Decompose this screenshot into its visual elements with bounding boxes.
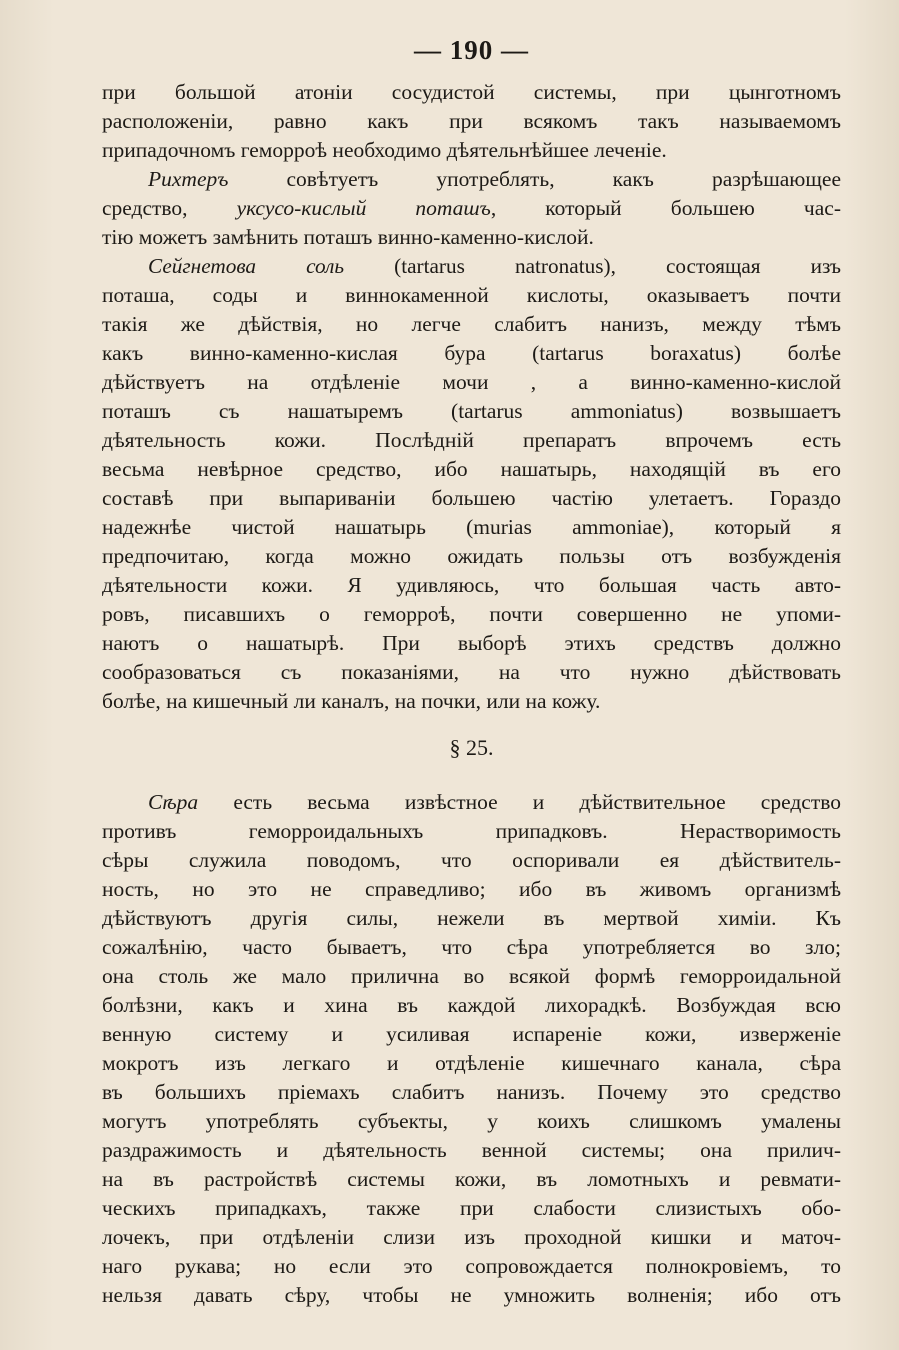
text-line: такія же дѣйствія, но легче слабитъ нанизъ, между тѣмъ	[102, 312, 841, 336]
text-line: сѣры служила поводомъ, что оспоривали ея дѣйствитель-	[102, 848, 841, 872]
paragraph-1	[102, 78, 841, 165]
text-line: припадочномъ геморроѣ необходимо дѣятельнѣйшее леченіе.	[102, 138, 667, 162]
text-line: предпочитаю, когда можно ожидать пользы отъ возбужденія	[102, 544, 841, 568]
text-line: въ большихъ пріемахъ слабитъ нанизъ. Почему это средство	[102, 1080, 841, 1104]
text-line: ческихъ припадкахъ, также при слабости слизистыхъ обо-	[102, 1196, 841, 1220]
term-italic: Сѣра	[148, 790, 199, 814]
text-line: расположеніи, равно какъ при всякомъ такъ называемомъ	[102, 109, 841, 133]
text-line: болѣзни, какъ и хина въ каждой лихорадкѣ. Возбуждая всю	[102, 993, 841, 1017]
text-line: дѣйствуютъ другія силы, нежели въ мертвой химіи. Къ	[102, 906, 841, 930]
text-line: болѣе, на кишечный ли каналъ, на почки, или на кожу.	[102, 689, 601, 713]
text-line: средство, уксусо-кислый поташъ, который большею час-	[102, 196, 841, 220]
text-line: составѣ при выпариваніи большею частію улетаетъ. Гораздо	[102, 486, 841, 510]
paragraph-2	[102, 165, 841, 252]
text-line: Сейгнетова соль (tartarus natronatus), состоящая изъ	[148, 254, 841, 278]
text-line: дѣйствуетъ на отдѣленіе мочи , а винно-каменно-кислой	[102, 370, 841, 394]
text-line: наго рукава; но если это сопровождается полнокровіемъ, то	[102, 1254, 841, 1278]
paragraph-4	[102, 788, 841, 1310]
page-number: — 190 —	[414, 35, 529, 65]
text-line: лочекъ, при отдѣленіи слизи изъ проходной кишки и маточ-	[102, 1225, 841, 1249]
text-line: наютъ о нашатырѣ. При выборѣ этихъ средствъ должно	[102, 631, 841, 655]
text-line: поташа, соды и виннокаменной кислоты, оказываетъ почти	[102, 283, 841, 307]
text-line: она столь же мало прилична во всякой формѣ геморроидальной	[102, 964, 841, 988]
text-line: надежнѣе чистой нашатырь (murias ammoniae), который я	[102, 515, 841, 539]
section-heading: § 25.	[449, 735, 494, 760]
text-line: нельзя давать сѣру, чтобы не умножить волненія; ибо отъ	[102, 1283, 841, 1307]
paragraph-3	[102, 252, 841, 716]
text-line: поташъ съ нашатыремъ (tartarus ammoniatus) возвышаетъ	[102, 399, 841, 423]
text-line: какъ винно-каменно-кислая бура (tartarus boraxatus) болѣе	[102, 341, 841, 365]
text-line: на въ растройствѣ системы кожи, въ ломотныхъ и ревмати-	[102, 1167, 841, 1191]
author-name: Рихтеръ	[148, 167, 229, 191]
text-line: мокротъ изъ легкаго и отдѣленіе кишечнаго канала, сѣра	[102, 1051, 841, 1075]
term-italic: Сейгнетова соль	[148, 254, 345, 278]
text-line: дѣятельность кожи. Послѣдній препаратъ впрочемъ есть	[102, 428, 841, 452]
text-line: при большой атоніи сосудистой системы, при цынготномъ	[102, 80, 841, 104]
text-line: ность, но это не справедливо; ибо въ живомъ организмѣ	[102, 877, 841, 901]
text-line: дѣятельности кожи. Я удивляюсь, что большая часть авто-	[102, 573, 841, 597]
text-line: противъ геморроидальныхъ припадковъ. Нерастворимость	[102, 819, 841, 843]
text-line: ровъ, писавшихъ о геморроѣ, почти совершенно не упоми-	[102, 602, 841, 626]
text-line: Рихтеръ совѣтуетъ употреблять, какъ разрѣшающее	[148, 167, 841, 191]
text-line: раздражимость и дѣятельность венной системы; она прилич-	[102, 1138, 841, 1162]
text-line: могутъ употреблять субъекты, у коихъ слишкомъ умалены	[102, 1109, 841, 1133]
text-line: тію можетъ замѣнить поташъ винно-каменно-кислой.	[102, 225, 594, 249]
text-line: сожалѣнію, часто бываетъ, что сѣра употребляется во зло;	[102, 935, 841, 959]
text-line: весьма невѣрное средство, ибо нашатырь, находящій въ его	[102, 457, 841, 481]
term-italic: уксусо-кислый поташъ	[236, 196, 491, 220]
text-line: венную систему и усиливая испареніе кожи, изверженіе	[102, 1022, 841, 1046]
text-line: Сѣра есть весьма извѣстное и дѣйствительное средство	[148, 790, 841, 814]
text-line: сообразоваться съ показаніями, на что нужно дѣйствовать	[102, 660, 841, 684]
